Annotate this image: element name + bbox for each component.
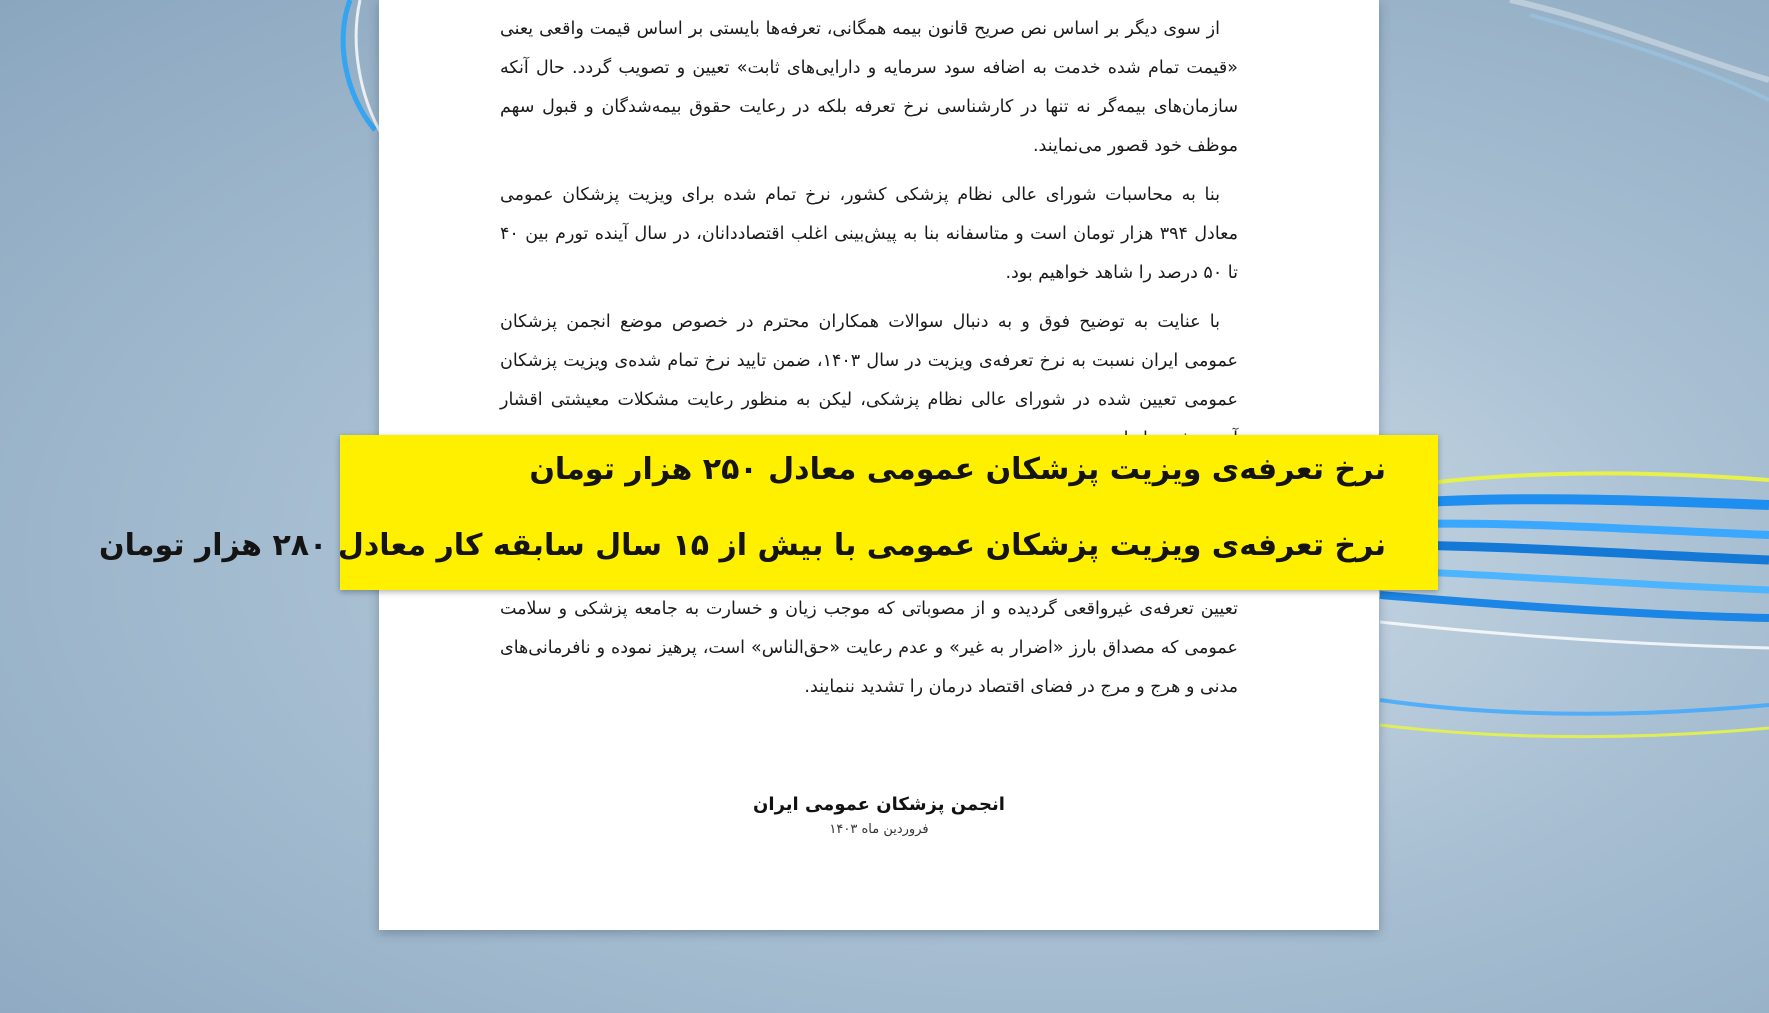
banner-line-general-rate: نرخ تعرفه‌ی ویزیت پزشکان عمومی معادل ۲۵۰ هزار تومان: [529, 452, 1386, 487]
paragraph-council-calculation: بنا به محاسبات شورای عالی نظام پزشکی کشور، نرخ تمام شده برای ویزیت پزشکان عمومی معادل ۳۹۴ هزار تومان است و متاسفانه بنا به پیش‌بینی اغلب اقتصاددانان، در سال آینده تورم بین ۴۰ تا ۵۰ درصد را شاهد خواهیم بود.: [500, 185, 1238, 283]
signature-block: [379, 790, 1379, 840]
highlight-banner: [99, 435, 1438, 590]
document-body: [500, 10, 1238, 717]
paragraph-insurance-law: از سوی دیگر بر اساس نص صریح قانون بیمه همگانی، تعرفه‌ها بایستی بر اساس قیمت واقعی یعنی «قیمت تمام شده خدمت به اضافه سود سرمایه و دارایی‌های ثابت» تعیین و تصویب گردد. حال آنکه سازمان‌های بیمه‌گر نه تنها در کارشناسی نرخ تعرفه بلکه در رعایت حقوق بیمه‌شدگان و قبول سهم موظف خود قصور می‌نمایند.: [500, 19, 1238, 156]
signature-organization: انجمن پزشکان عمومی ایران: [753, 794, 1005, 815]
paragraph-association-position: با عنایت به توضیح فوق و به دنبال سوالات همکاران محترم در خصوص موضع انجمن پزشکان عمومی ایران نسبت به نرخ تعرفه‌ی ویزیت در سال ۱۴۰۳، ضمن تایید نرخ تمام شده‌ی ویزیت پزشکان عمومی تعیین شده در شورای عالی نظام پزشکی، لیکن به منظور رعایت مشکلات معیشتی اقشار: [500, 312, 1239, 410]
banner-line-experienced-rate: نرخ تعرفه‌ی ویزیت پزشکان عمومی با بیش از ۱۵ سال سابقه کار معادل ۲۸۰ هزار تومان: [99, 528, 1386, 563]
signature-date: فروردین ماه ۱۴۰۳: [829, 822, 929, 837]
paragraph-conclusion: تعیین تعرفه‌ی غیرواقعی گردیده و از مصوباتی که موجب زیان و خسارت به جامعه پزشکی و سلامت عمومی که مصداق بارز «اضرار به غیر» و عدم رعایت «حق‌الناس» است، پرهیز نموده و نافرمانی‌های مدنی و هرج و مرج در فضای اقتصاد درمان را تشدید ننمایند.: [500, 599, 1238, 697]
